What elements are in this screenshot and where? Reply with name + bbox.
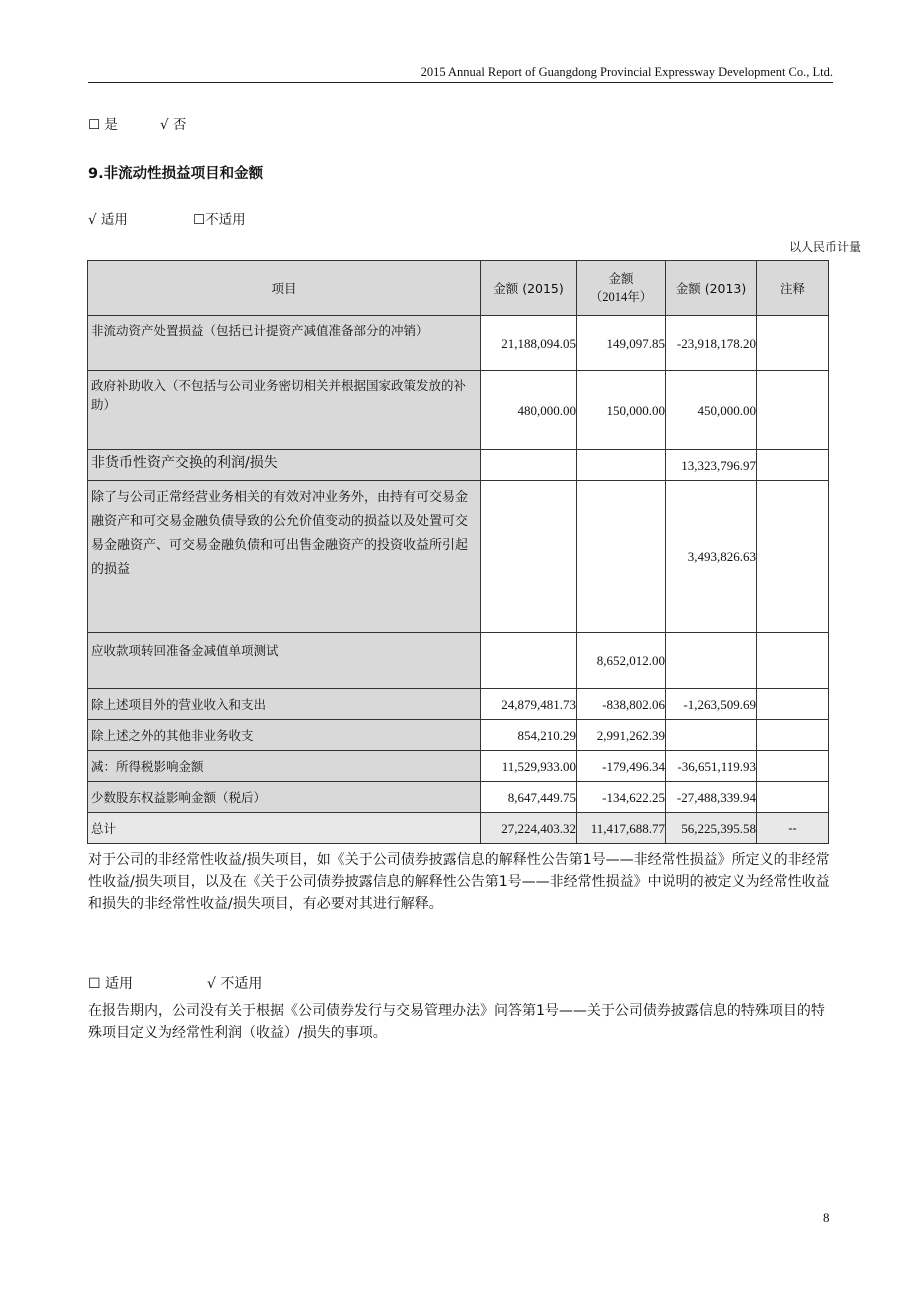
total-2014: 11,417,688.77 xyxy=(577,813,666,844)
row-2015 xyxy=(481,481,577,633)
row-2014: 150,000.00 xyxy=(577,371,666,450)
header-item: 项目 xyxy=(88,261,481,316)
table-row xyxy=(88,720,829,751)
row-item: 除上述项目外的营业收入和支出 xyxy=(88,689,481,720)
header-amount-2014-line1: 金额 xyxy=(608,271,634,286)
row-2013: 450,000.00 xyxy=(666,371,757,450)
option-yes: ☐ 是 xyxy=(88,117,118,133)
row-note xyxy=(757,450,829,481)
table-row xyxy=(88,782,829,813)
applicable-option: √ 适用 xyxy=(88,212,128,228)
table-row xyxy=(88,751,829,782)
row-2015 xyxy=(481,633,577,689)
explanation-paragraph: 对于公司的非经常性收益/损失项目，如《关于公司债券披露信息的解释性公告第1号——非经常性损益》所定义的非经常性收益/损失项目，以及在《关于公司债券披露信息的解释性公告第1号——非经常性损益》中说明的被定义为经常性收益和损失的非经常性收益/损失项目，有必要对其进行解释。 xyxy=(88,852,830,912)
row-2013: -36,651,119.93 xyxy=(666,751,757,782)
row-item: 减：所得税影响金额 xyxy=(88,751,481,782)
row-note xyxy=(757,481,829,633)
closing-paragraph: 在报告期内，公司没有关于根据《公司债券发行与交易管理办法》问答第1号——关于公司债券披露信息的特殊项目的特殊项目定义为经常性利润（收益）/损失的事项。 xyxy=(88,1003,825,1041)
not-applicable-option: ☐不适用 xyxy=(193,212,246,228)
row-item: 非流动资产处置损益（包括已计提资产减值准备部分的冲销） xyxy=(88,316,481,371)
row-2014 xyxy=(577,481,666,633)
row-2014: 2,991,262.39 xyxy=(577,720,666,751)
table-row xyxy=(88,481,829,633)
applicable-option-2: ☐ 适用 xyxy=(88,976,134,992)
row-2013: -23,918,178.20 xyxy=(666,316,757,371)
table-row xyxy=(88,316,829,371)
row-2014: -134,622.25 xyxy=(577,782,666,813)
row-note xyxy=(757,316,829,371)
table-row xyxy=(88,450,829,481)
row-note xyxy=(757,689,829,720)
row-item: 除上述之外的其他非业务收支 xyxy=(88,720,481,751)
row-note xyxy=(757,751,829,782)
row-2015: 11,529,933.00 xyxy=(481,751,577,782)
row-note xyxy=(757,720,829,751)
non-recurring-items-table xyxy=(87,260,829,844)
row-2014 xyxy=(577,450,666,481)
row-2013: -1,263,509.69 xyxy=(666,689,757,720)
row-2014: -838,802.06 xyxy=(577,689,666,720)
row-note xyxy=(757,782,829,813)
page-header: 2015 Annual Report of Guangdong Provincial Expressway Development Co., Ltd. xyxy=(88,64,833,83)
row-2015: 854,210.29 xyxy=(481,720,577,751)
section-title: 9.非流动性损益项目和金额 xyxy=(88,166,264,182)
page-number: 8 xyxy=(823,1210,830,1225)
table-row xyxy=(88,371,829,450)
row-item: 政府补助收入（不包括与公司业务密切相关并根据国家政策发放的补助） xyxy=(88,371,481,450)
not-applicable-option-2: √ 不适用 xyxy=(207,976,263,992)
row-note xyxy=(757,371,829,450)
row-item: 除了与公司正常经营业务相关的有效对冲业务外，由持有可交易金融资产和可交易金融负债导致的公允价值变动的损益以及处置可交易金融资产、可交易金融负债和可出售金融资产的投资收益所引起的损益 xyxy=(88,481,481,633)
row-2015: 8,647,449.75 xyxy=(481,782,577,813)
row-2014: 149,097.85 xyxy=(577,316,666,371)
row-item: 应收款项转回准备金减值单项测试 xyxy=(88,633,481,689)
row-2013: -27,488,339.94 xyxy=(666,782,757,813)
row-2013: 3,493,826.63 xyxy=(666,481,757,633)
total-note: -- xyxy=(757,813,829,844)
row-note xyxy=(757,633,829,689)
row-item: 非货币性资产交换的利润/损失 xyxy=(88,450,481,481)
option-no: √ 否 xyxy=(160,117,187,133)
row-2015: 480,000.00 xyxy=(481,371,577,450)
currency-unit-note: 以人民币计量 xyxy=(788,240,861,254)
row-2015: 24,879,481.73 xyxy=(481,689,577,720)
total-label: 总计 xyxy=(88,813,481,844)
header-note: 注释 xyxy=(757,261,829,316)
header-amount-2014 xyxy=(577,261,666,316)
table-header-row xyxy=(88,261,829,316)
row-2013 xyxy=(666,720,757,751)
row-item: 少数股东权益影响金额（税后） xyxy=(88,782,481,813)
table-row xyxy=(88,689,829,720)
row-2014: -179,496.34 xyxy=(577,751,666,782)
total-2013: 56,225,395.58 xyxy=(666,813,757,844)
row-2015: 21,188,094.05 xyxy=(481,316,577,371)
row-2013: 13,323,796.97 xyxy=(666,450,757,481)
table-total-row xyxy=(88,813,829,844)
total-2015: 27,224,403.32 xyxy=(481,813,577,844)
row-2013 xyxy=(666,633,757,689)
row-2015 xyxy=(481,450,577,481)
header-amount-2015: 金额 (2015) xyxy=(481,261,577,316)
header-amount-2014-line2: （2014年） xyxy=(589,290,653,304)
header-amount-2013: 金额 (2013) xyxy=(666,261,757,316)
table-row xyxy=(88,633,829,689)
row-2014: 8,652,012.00 xyxy=(577,633,666,689)
